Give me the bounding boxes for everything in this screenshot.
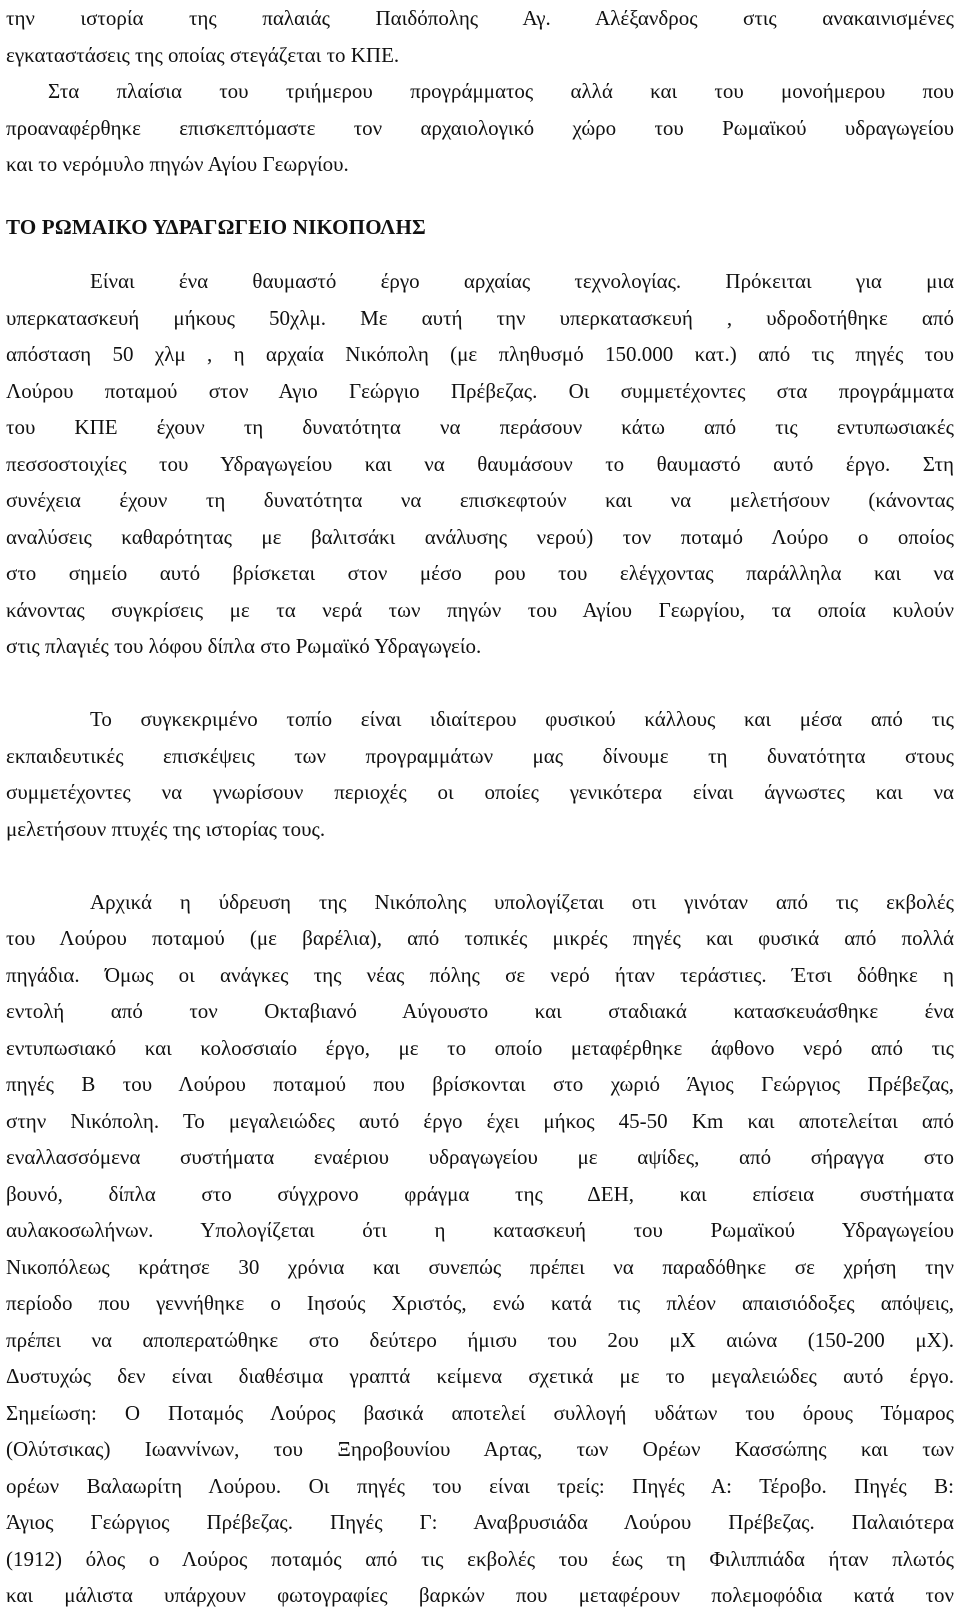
text-line: εγκαταστάσεις της οποίας στεγάζεται το ΚΠΕ. xyxy=(6,42,400,67)
text-line: Σημείωση: Ο Ποταμός Λούρος βασικά αποτελεί συλλογή υδάτων του όρους Τόμαρος xyxy=(6,1400,954,1425)
text-line: απόσταση 50 χλμ , η αρχαία Νικόπολη (με πληθυσμό 150.000 κατ.) από τις πηγές του xyxy=(6,342,954,366)
text-line: Δυστυχώς δεν είναι διαθέσιμα γραπτά κείμενα σχετικά με το μεγαλειώδες αυτό έργο. xyxy=(6,1364,954,1388)
text-line: την ιστορία της παλαιάς Παιδόπολης Αγ. Αλέξανδρος στις ανακαινισμένες xyxy=(6,6,954,30)
text-line: Λούρου ποταμού στον Αγιο Γεώργιο Πρέβεζας. Οι συμμετέχοντες στα προγράμματα xyxy=(6,378,954,403)
section-heading: ΤΟ ΡΩΜΑΙΚΟ ΥΔΡΑΓΩΓΕΙΟ ΝΙΚΟΠΟΛΗΣ xyxy=(6,214,426,239)
text-line: εντυπωσιακό και κολοσσιαίο έργο, με το οποίο μεταφέρθηκε άφθονο νερό από τις xyxy=(6,1035,954,1060)
document-page xyxy=(6,0,954,1614)
text-line: πρέπει να αποπερατώθηκε στο δεύτερο ήμισυ του 2ου μΧ αιώνα (150-200 μΧ). xyxy=(6,1327,954,1352)
text-line: εκπαιδευτικές επισκέψεις των προγραμμάτων μας δίνουμε τη δυνατότητα στους xyxy=(6,743,954,768)
text-line: Είναι ένα θαυμαστό έργο αρχαίας τεχνολογίας. Πρόκειται για μια xyxy=(90,269,954,293)
text-line: αυλακοσωλήνων. Υπολογίζεται ότι η κατασκευή του Ρωμαϊκού Υδραγωγείου xyxy=(6,1218,954,1242)
text-line: εντολή από τον Οκταβιανό Αύγουστο και σταδιακά κατασκευάσθηκε ένα xyxy=(6,999,954,1023)
text-line: του ΚΠΕ έχουν τη δυνατότητα να περάσουν κάτω από τις εντυπωσιακές xyxy=(6,415,954,439)
paragraph-history xyxy=(6,884,954,1614)
paragraph-landscape xyxy=(6,701,954,847)
paragraph-gap xyxy=(6,665,954,702)
text-line: στο σημείο αυτό βρίσκεται στον μέσο ρου του ελέγχοντας παράλληλα και να xyxy=(6,561,954,585)
text-line: μελετήσουν πτυχές της ιστορίας τους. xyxy=(6,816,326,841)
intro-paragraph xyxy=(6,0,954,183)
text-line: και μάλιστα υπάρχουν φωτογραφίες βαρκών που μεταφέρουν πολεμοφόδια κατά τον xyxy=(6,1583,954,1607)
text-line: στην Νικόπολη. Το μεγαλειώδες αυτό έργο έχει μήκος 45-50 Km και αποτελείται από xyxy=(6,1108,954,1133)
text-line: και το νερόμυλο πηγών Αγίου Γεωργίου. xyxy=(6,152,349,176)
text-line: Το συγκεκριμένο τοπίο είναι ιδιαίτερου φυσικού κάλλους και μέσα από τις xyxy=(90,707,954,731)
text-line: Νικοπόλεως κράτησε 30 χρόνια και συνεπώς πρέπει να παραδόθηκε σε χρήση την xyxy=(6,1254,954,1279)
text-line: κάνοντας συγκρίσεις με τα νερά των πηγών του Αγίου Γεωργίου, τα οποία κυλούν xyxy=(6,597,954,622)
text-line: εναλλασσόμενα συστήματα εναέριου υδραγωγείου με αψίδες, από σήραγγα στο xyxy=(6,1145,954,1169)
text-line: προαναφέρθηκε επισκεπτόμαστε τον αρχαιολογικό χώρο του Ρωμαϊκού υδραγωγείου xyxy=(6,115,954,140)
text-line: Στα πλαίσια του τριήμερου προγράμματος αλλά και του μονοήμερου που xyxy=(48,79,954,103)
text-line: βουνό, δίπλα στο σύγχρονο φράγμα της ΔΕΗ, και επίσεια συστήματα xyxy=(6,1181,954,1206)
paragraph-aqueduct xyxy=(6,263,954,665)
text-line: πεσσοστοιχίες του Υδραγωγείου και να θαυμάσουν το θαυμαστό αυτό έργο. Στη xyxy=(6,451,954,476)
text-line: αναλύσεις καθαρότητας με βαλιτσάκι ανάλυσης νερού) τον ποταμό Λούρο ο οποίος xyxy=(6,524,954,549)
text-line: υπερκατασκευή μήκους 50χλμ. Με αυτή την υπερκατασκευή , υδροδοτήθηκε από xyxy=(6,305,954,330)
text-line: περίοδο που γεννήθηκε ο Ιησούς Χριστός, ενώ κατά τις πλέον απαισιόδοξες απόψεις, xyxy=(6,1291,954,1315)
text-line: στις πλαγιές του λόφου δίπλα στο Ρωμαϊκό Υδραγωγείο. xyxy=(6,634,482,658)
text-line: του Λούρου ποταμού (με βαρέλια), από τοπικές μικρές πηγές και φυσικά από πολλά xyxy=(6,926,954,950)
text-line: ορέων Βαλαωρίτη Λούρου. Οι πηγές του είναι τρείς: Πηγές Α: Τέροβο. Πηγές Β: xyxy=(6,1473,954,1498)
text-line: πηγές Β του Λούρου ποταμού που βρίσκονται στο χωριό Άγιος Γεώργιος Πρέβεζας, xyxy=(6,1072,954,1096)
text-line: Άγιος Γεώργιος Πρέβεζας. Πηγές Γ: Αναβρυσιάδα Λούρου Πρέβεζας. Παλαιότερα xyxy=(6,1510,954,1534)
text-line: Αρχικά η ύδρευση της Νικόπολης υπολογίζεται οτι γινόταν από τις εκβολές xyxy=(90,889,954,914)
text-line: συμμετέχοντες να γνωρίσουν περιοχές οι οποίες γενικότερα είναι άγνωστες και να xyxy=(6,780,954,804)
paragraph-gap xyxy=(6,847,954,884)
text-line: πηγάδια. Όμως οι ανάγκες της νέας πόλης σε νερό ήταν τεράστιες. Έτσι δόθηκε η xyxy=(6,962,954,987)
text-line: συνέχεια έχουν τη δυνατότητα να επισκεφτούν και να μελετήσουν (κάνοντας xyxy=(6,488,954,512)
text-line: (1912) όλος ο Λούρος ποταμός από τις εκβολές του έως τη Φιλιππιάδα ήταν πλωτός xyxy=(6,1546,954,1571)
text-line: (Ολύτσικας) Ιωαννίνων, του Ξηροβουνίου Αρτας, των Ορέων Κασσώπης και των xyxy=(6,1437,954,1461)
